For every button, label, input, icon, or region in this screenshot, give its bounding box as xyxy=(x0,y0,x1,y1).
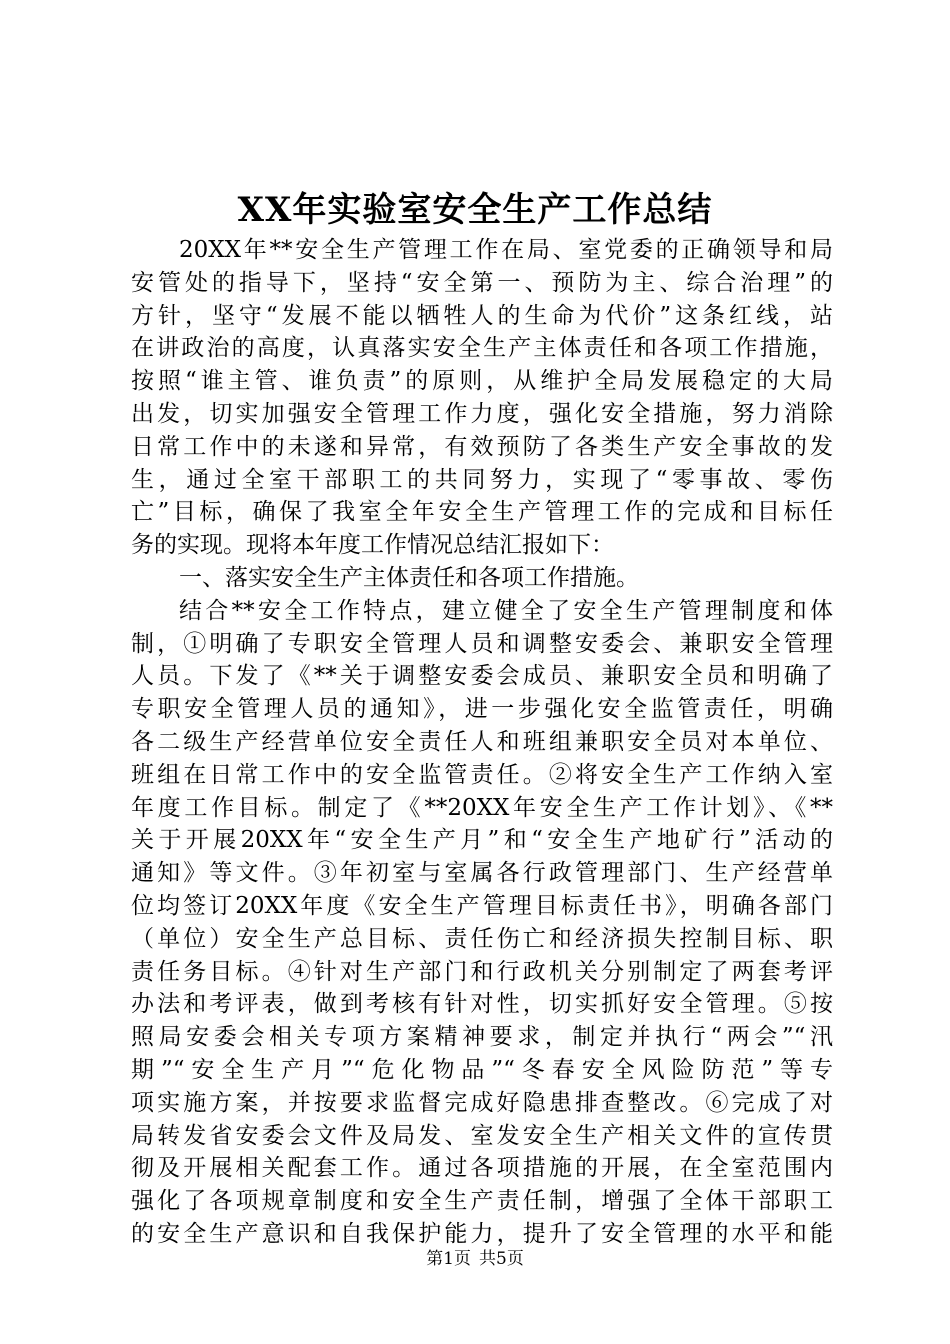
body-line: 出发，切实加强安全管理工作力度，强化安全措施，努力消除 xyxy=(131,400,833,427)
body-line: 制，①明确了专职安全管理人员和调整安委会、兼职安全管理 xyxy=(131,630,833,657)
body-line: 务的实现。现将本年度工作情况总结汇报如下： xyxy=(131,532,614,559)
body-line: 的安全生产意识和自我保护能力，提升了安全管理的水平和能 xyxy=(131,1220,833,1247)
body-line: 彻及开展相关配套工作。通过各项措施的开展，在全室范围内 xyxy=(131,1155,833,1182)
body-line: 安管处的指导下，坚持“安全第一、预防为主、综合治理”的 xyxy=(131,269,833,296)
body-line: 责任务目标。④针对生产部门和行政机关分别制定了两套考评 xyxy=(131,958,833,985)
body-line: 办法和考评表，做到考核有针对性，切实抓好安全管理。⑤按 xyxy=(131,991,833,1018)
body-line: 通知》等文件。③年初室与室属各行政管理部门、生产经营单 xyxy=(131,860,833,887)
body-line: 在讲政治的高度，认真落实安全生产主体责任和各项工作措施， xyxy=(131,335,833,362)
section-heading: 一、落实安全生产主体责任和各项工作措施。 xyxy=(179,564,639,591)
document-body xyxy=(131,234,833,1251)
body-line: 方针，坚守“发展不能以牺牲人的生命为代价”这条红线，站 xyxy=(131,302,833,329)
body-line: 结合**安全工作特点，建立健全了安全生产管理制度和体 xyxy=(179,597,833,624)
body-line: 20XX年**安全生产管理工作在局、室党委的正确领导和局 xyxy=(179,237,833,263)
body-line: 专职安全管理人员的通知》，进一步强化安全监管责任，明确 xyxy=(131,696,833,723)
body-line: 各二级生产经营单位安全责任人和班组兼职安全员对本单位、 xyxy=(131,728,833,755)
body-line: 项实施方案，并按要求监督完成好隐患排查整改。⑥完成了对 xyxy=(131,1089,833,1116)
body-line: 照局安委会相关专项方案精神要求，制定并执行“两会”“汛 xyxy=(131,1024,833,1051)
body-line: 日常工作中的未遂和异常，有效预防了各类生产安全事故的发 xyxy=(131,433,833,460)
body-line: 生，通过全室干部职工的共同努力，实现了“零事故、零伤 xyxy=(131,466,833,493)
body-line: 按照“谁主管、谁负责”的原则，从维护全局发展稳定的大局 xyxy=(131,368,833,395)
body-line: 人员。下发了《**关于调整安委会成员、兼职安全员和明确了 xyxy=(131,663,833,690)
body-line: 位均签订20XX年度《安全生产管理目标责任书》，明确各部门 xyxy=(131,892,833,919)
body-line: 关于开展20XX年“安全生产月”和“安全生产地矿行”活动的 xyxy=(131,827,833,854)
body-line: 强化了各项规章制度和安全生产责任制，增强了全体干部职工 xyxy=(131,1188,833,1215)
page-footer xyxy=(0,1247,950,1271)
page-total: 共5页 xyxy=(479,1249,524,1269)
body-line: 年度工作目标。制定了《**20XX年安全生产工作计划》、《** xyxy=(131,794,833,821)
document-title: XX年实验室安全生产工作总结 xyxy=(237,190,713,230)
body-line: 局转发省安委会文件及局发、室发安全生产相关文件的宣传贯 xyxy=(131,1122,833,1149)
page-number: 第1页 xyxy=(426,1249,471,1269)
body-line: 亡”目标，确保了我室全年安全生产管理工作的完成和目标任 xyxy=(131,499,833,526)
body-line: （单位）安全生产总目标、责任伤亡和经济损失控制目标、职 xyxy=(131,925,833,952)
body-line: 期”“安全生产月”“危化物品”“冬春安全风险防范”等专 xyxy=(131,1056,833,1083)
body-line: 班组在日常工作中的安全监管责任。②将安全生产工作纳入室 xyxy=(131,761,833,788)
